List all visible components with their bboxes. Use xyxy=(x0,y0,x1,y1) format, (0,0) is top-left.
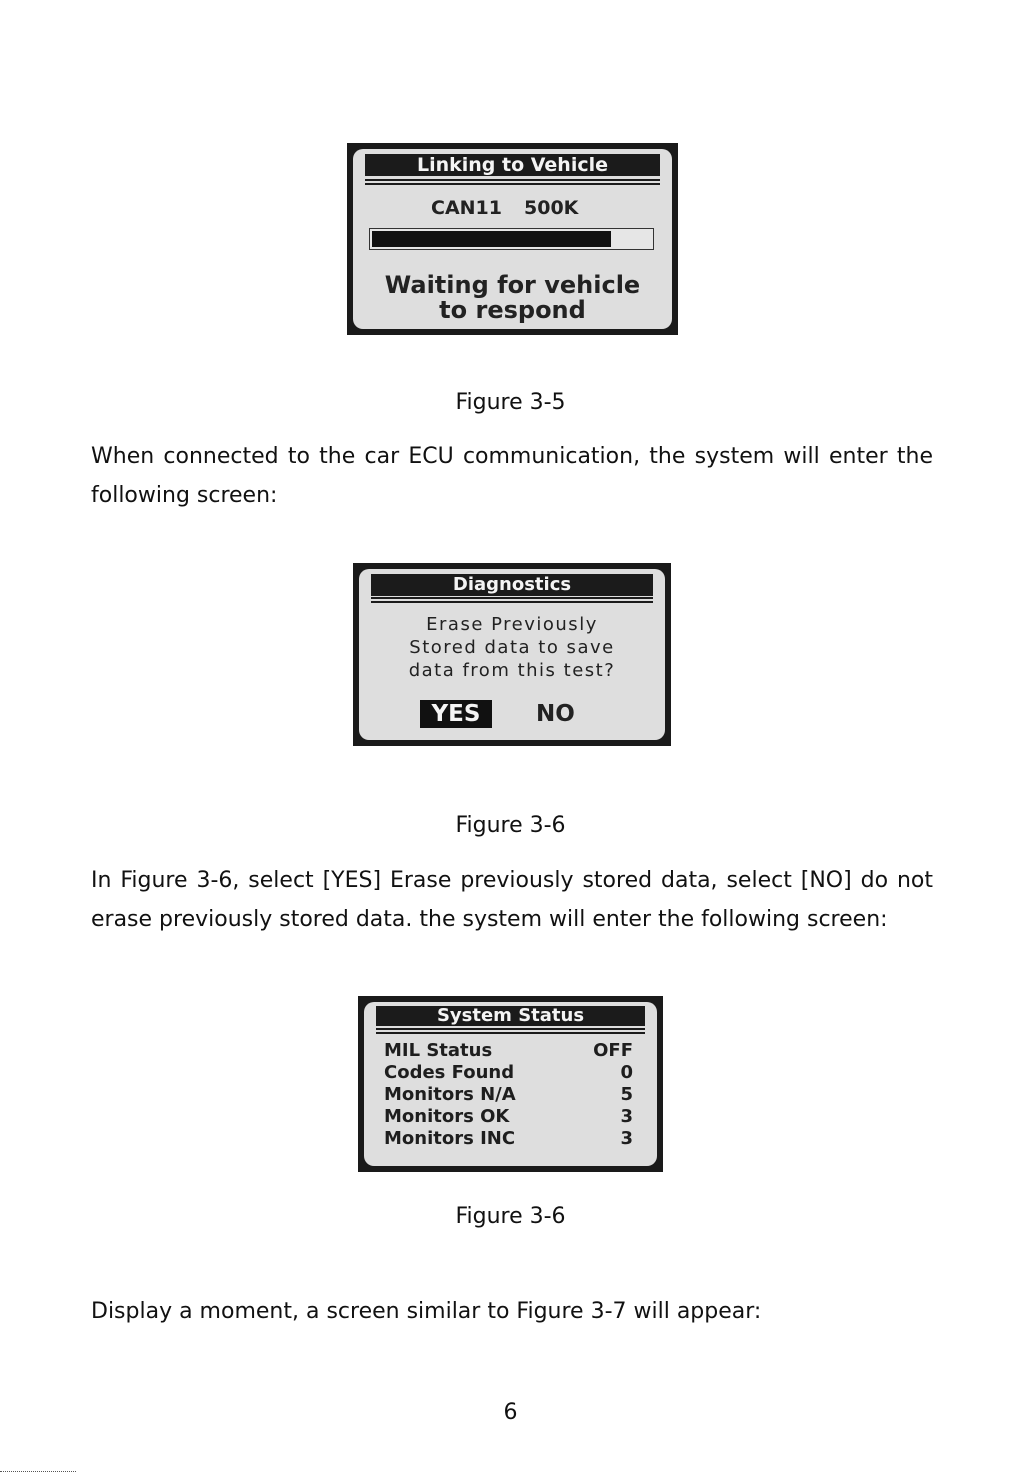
paragraph: When connected to the car ECU communication, the system will enter the following screen: xyxy=(91,444,933,508)
prompt-line3: data from this test? xyxy=(408,660,616,681)
paragraph: Display a moment, a screen similar to Figure 3-7 will appear: xyxy=(91,1299,762,1324)
baud-label: 500K xyxy=(524,197,579,219)
figure-diagnostics-screen xyxy=(353,563,671,746)
figure-system-status-screen xyxy=(358,996,663,1172)
lcd-display xyxy=(359,569,665,740)
status-row xyxy=(384,1062,633,1084)
screen-title: Diagnostics xyxy=(371,574,653,596)
status-label: Monitors OK xyxy=(384,1106,510,1127)
waiting-message-line2: to respond xyxy=(439,296,586,324)
prompt-line2: Stored data to save xyxy=(409,637,615,658)
screen-title: Linking to Vehicle xyxy=(365,154,660,176)
status-value: 3 xyxy=(620,1106,633,1127)
waiting-message-line1: Waiting for vehicle xyxy=(384,271,641,299)
status-value: OFF xyxy=(593,1040,633,1061)
status-label: Codes Found xyxy=(384,1062,515,1083)
title-rule xyxy=(371,597,653,599)
status-label: Monitors INC xyxy=(384,1128,516,1149)
paragraph: In Figure 3-6, select [YES] Erase previously stored data, select [NO] do not erase previously stored data. the system will enter the following screen: xyxy=(91,868,933,932)
figure-caption: Figure 3-6 xyxy=(455,1204,566,1229)
status-label: Monitors N/A xyxy=(384,1084,516,1105)
status-row xyxy=(384,1106,633,1128)
status-row xyxy=(384,1040,633,1062)
status-row xyxy=(384,1084,633,1106)
progress-fill xyxy=(372,231,611,247)
figure-linking-screen xyxy=(347,143,678,335)
page-number: 6 xyxy=(503,1400,518,1425)
title-rule xyxy=(365,179,660,181)
title-rule xyxy=(371,601,653,603)
title-rule xyxy=(376,1032,645,1034)
progress-bar xyxy=(369,228,654,250)
status-value: 5 xyxy=(620,1084,633,1105)
figure-caption: Figure 3-5 xyxy=(455,390,566,415)
footer-rule xyxy=(0,1471,76,1472)
title-rule xyxy=(376,1028,645,1030)
status-row xyxy=(384,1128,633,1150)
status-label: MIL Status xyxy=(384,1040,493,1061)
title-rule xyxy=(365,183,660,185)
status-value: 3 xyxy=(620,1128,633,1149)
lcd-display xyxy=(364,1002,657,1166)
screen-title: System Status xyxy=(376,1006,645,1026)
yes-option[interactable]: YES xyxy=(420,700,492,728)
protocol-label: CAN11 xyxy=(431,197,502,219)
no-option[interactable]: NO xyxy=(536,701,575,727)
figure-caption: Figure 3-6 xyxy=(455,813,566,838)
prompt-line1: Erase Previously xyxy=(426,614,598,635)
lcd-display xyxy=(353,149,672,329)
status-value: 0 xyxy=(620,1062,633,1083)
